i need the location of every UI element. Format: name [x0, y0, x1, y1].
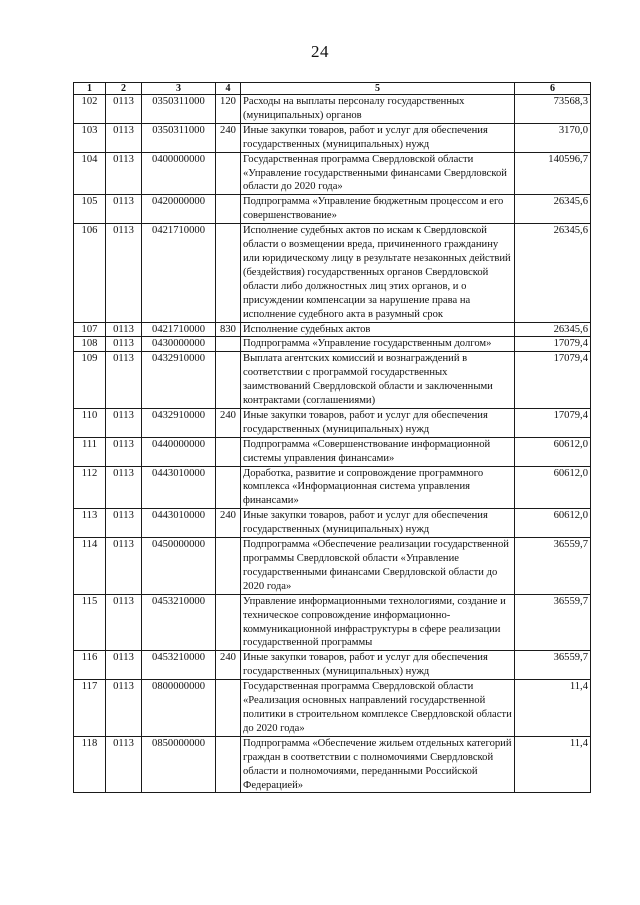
- table-row: [74, 195, 591, 224]
- table-header-row: [74, 83, 591, 95]
- target-article-cell: 0450000000: [142, 538, 216, 595]
- description-cell: Подпрограмма «Управление государственным долгом»: [241, 337, 515, 352]
- table-row: [74, 680, 591, 737]
- amount-cell: 36559,7: [515, 594, 591, 651]
- description-cell: Иные закупки товаров, работ и услуг для обеспечения государственных (муниципальных) нужд: [241, 123, 515, 152]
- description-cell: Подпрограмма «Совершенствование информационной системы управления финансами»: [241, 437, 515, 466]
- expense-type-cell: 830: [216, 322, 241, 337]
- amount-cell: 11,4: [515, 736, 591, 793]
- expense-type-cell: [216, 680, 241, 737]
- row-number-cell: 117: [74, 680, 106, 737]
- expense-type-cell: [216, 594, 241, 651]
- description-cell: Государственная программа Свердловской области «Реализация основных направлений государственной политики в строительном комплексе Свердловской области до 2020 года»: [241, 680, 515, 737]
- amount-cell: 17079,4: [515, 408, 591, 437]
- budget-table: [73, 82, 591, 793]
- description-cell: Подпрограмма «Обеспечение жильем отдельных категорий граждан в соответствии с полномочиями Свердловской области и полномочиями, переданными Российской Федерацией»: [241, 736, 515, 793]
- target-article-cell: 0400000000: [142, 152, 216, 195]
- table-row: [74, 594, 591, 651]
- expense-type-cell: [216, 224, 241, 322]
- row-number-cell: 104: [74, 152, 106, 195]
- target-article-cell: 0421710000: [142, 224, 216, 322]
- table-row: [74, 322, 591, 337]
- table-row: [74, 123, 591, 152]
- expense-type-cell: [216, 352, 241, 409]
- section-code-cell: 0113: [106, 95, 142, 124]
- expense-type-cell: [216, 337, 241, 352]
- table-row: [74, 736, 591, 793]
- description-cell: Государственная программа Свердловской области «Управление государственными финансами Свердловской области до 2020 года»: [241, 152, 515, 195]
- target-article-cell: 0453210000: [142, 594, 216, 651]
- description-cell: Выплата агентских комиссий и вознаграждений в соответствии с программой государственных заимствований Свердловской области и заключенными контрактами (соглашениями): [241, 352, 515, 409]
- target-article-cell: 0800000000: [142, 680, 216, 737]
- row-number-cell: 115: [74, 594, 106, 651]
- amount-cell: 26345,6: [515, 224, 591, 322]
- section-code-cell: 0113: [106, 466, 142, 509]
- target-article-cell: 0850000000: [142, 736, 216, 793]
- section-code-cell: 0113: [106, 651, 142, 680]
- description-cell: Подпрограмма «Обеспечение реализации государственной программы Свердловской области «Управление государственными финансами Свердловской области до 2020 года»: [241, 538, 515, 595]
- description-cell: Иные закупки товаров, работ и услуг для обеспечения государственных (муниципальных) нужд: [241, 408, 515, 437]
- table-row: [74, 408, 591, 437]
- description-cell: Управление информационными технологиями, создание и техническое сопровождение информационно-коммуникационной инфраструктуры в сфере реализации государственной программы: [241, 594, 515, 651]
- amount-cell: 140596,7: [515, 152, 591, 195]
- row-number-cell: 114: [74, 538, 106, 595]
- row-number-cell: 107: [74, 322, 106, 337]
- section-code-cell: 0113: [106, 195, 142, 224]
- amount-cell: 60612,0: [515, 437, 591, 466]
- row-number-cell: 102: [74, 95, 106, 124]
- table-body: [74, 95, 591, 793]
- row-number-cell: 103: [74, 123, 106, 152]
- row-number-cell: 106: [74, 224, 106, 322]
- description-cell: Исполнение судебных актов: [241, 322, 515, 337]
- description-cell: Иные закупки товаров, работ и услуг для обеспечения государственных (муниципальных) нужд: [241, 651, 515, 680]
- section-code-cell: 0113: [106, 152, 142, 195]
- description-cell: Иные закупки товаров, работ и услуг для обеспечения государственных (муниципальных) нужд: [241, 509, 515, 538]
- description-cell: Исполнение судебных актов по искам к Свердловской области о возмещении вреда, причиненного гражданину или юридическому лицу в результате незаконных действий (бездействия) государственных органов Свердловской области либо должностных лиц этих органов, и о присуждении компенсации за нарушение права на исполнение судебного акта в разумный срок: [241, 224, 515, 322]
- expense-type-cell: [216, 195, 241, 224]
- amount-cell: 60612,0: [515, 509, 591, 538]
- target-article-cell: 0432910000: [142, 408, 216, 437]
- target-article-cell: 0443010000: [142, 509, 216, 538]
- table-row: [74, 437, 591, 466]
- amount-cell: 36559,7: [515, 538, 591, 595]
- row-number-cell: 109: [74, 352, 106, 409]
- row-number-cell: 116: [74, 651, 106, 680]
- table-row: [74, 152, 591, 195]
- target-article-cell: 0432910000: [142, 352, 216, 409]
- target-article-cell: 0443010000: [142, 466, 216, 509]
- section-code-cell: 0113: [106, 408, 142, 437]
- table-row: [74, 538, 591, 595]
- amount-cell: 36559,7: [515, 651, 591, 680]
- target-article-cell: 0420000000: [142, 195, 216, 224]
- amount-cell: 60612,0: [515, 466, 591, 509]
- section-code-cell: 0113: [106, 352, 142, 409]
- column-header: 2: [106, 83, 142, 95]
- table-row: [74, 224, 591, 322]
- section-code-cell: 0113: [106, 337, 142, 352]
- amount-cell: 11,4: [515, 680, 591, 737]
- target-article-cell: 0421710000: [142, 322, 216, 337]
- row-number-cell: 111: [74, 437, 106, 466]
- expense-type-cell: [216, 152, 241, 195]
- column-header: 4: [216, 83, 241, 95]
- section-code-cell: 0113: [106, 224, 142, 322]
- expense-type-cell: 240: [216, 509, 241, 538]
- amount-cell: 17079,4: [515, 352, 591, 409]
- table-row: [74, 352, 591, 409]
- table-row: [74, 651, 591, 680]
- section-code-cell: 0113: [106, 123, 142, 152]
- page-number: 24: [311, 42, 329, 61]
- section-code-cell: 0113: [106, 594, 142, 651]
- section-code-cell: 0113: [106, 322, 142, 337]
- row-number-cell: 105: [74, 195, 106, 224]
- target-article-cell: 0430000000: [142, 337, 216, 352]
- table-row: [74, 337, 591, 352]
- column-header: 6: [515, 83, 591, 95]
- column-header: 5: [241, 83, 515, 95]
- column-header: 1: [74, 83, 106, 95]
- section-code-cell: 0113: [106, 437, 142, 466]
- amount-cell: 17079,4: [515, 337, 591, 352]
- amount-cell: 26345,6: [515, 322, 591, 337]
- amount-cell: 26345,6: [515, 195, 591, 224]
- expense-type-cell: 240: [216, 123, 241, 152]
- target-article-cell: 0453210000: [142, 651, 216, 680]
- amount-cell: 3170,0: [515, 123, 591, 152]
- row-number-cell: 113: [74, 509, 106, 538]
- expense-type-cell: 120: [216, 95, 241, 124]
- table-row: [74, 466, 591, 509]
- row-number-cell: 118: [74, 736, 106, 793]
- description-cell: Расходы на выплаты персоналу государственных (муниципальных) органов: [241, 95, 515, 124]
- row-number-cell: 112: [74, 466, 106, 509]
- description-cell: Доработка, развитие и сопровождение программного комплекса «Информационная система управления финансами»: [241, 466, 515, 509]
- section-code-cell: 0113: [106, 680, 142, 737]
- target-article-cell: 0350311000: [142, 123, 216, 152]
- expense-type-cell: [216, 466, 241, 509]
- column-header: 3: [142, 83, 216, 95]
- section-code-cell: 0113: [106, 736, 142, 793]
- expense-type-cell: [216, 736, 241, 793]
- amount-cell: 73568,3: [515, 95, 591, 124]
- section-code-cell: 0113: [106, 538, 142, 595]
- expense-type-cell: [216, 538, 241, 595]
- expense-type-cell: [216, 437, 241, 466]
- section-code-cell: 0113: [106, 509, 142, 538]
- table-row: [74, 95, 591, 124]
- target-article-cell: 0440000000: [142, 437, 216, 466]
- expense-type-cell: 240: [216, 651, 241, 680]
- description-cell: Подпрограмма «Управление бюджетным процессом и его совершенствование»: [241, 195, 515, 224]
- expense-type-cell: 240: [216, 408, 241, 437]
- row-number-cell: 108: [74, 337, 106, 352]
- table-row: [74, 509, 591, 538]
- row-number-cell: 110: [74, 408, 106, 437]
- target-article-cell: 0350311000: [142, 95, 216, 124]
